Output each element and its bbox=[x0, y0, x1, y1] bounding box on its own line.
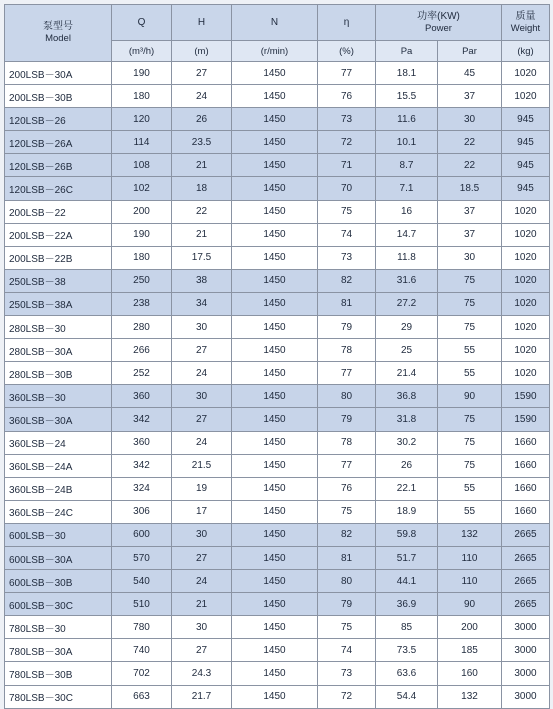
model-cell: 600LSB－30A bbox=[5, 546, 112, 569]
efficiency-cell: 75 bbox=[318, 500, 376, 523]
table-row bbox=[5, 246, 550, 269]
weight-cell: 1020 bbox=[502, 246, 550, 269]
head-cell: 24 bbox=[172, 85, 232, 108]
efficiency-cell: 79 bbox=[318, 593, 376, 616]
shaft-power-cell: 22.1 bbox=[376, 477, 438, 500]
weight-cell: 945 bbox=[502, 177, 550, 200]
rated-power-cell: 110 bbox=[438, 546, 502, 569]
weight-cell: 1660 bbox=[502, 500, 550, 523]
power-header-zh: 功率(KW) bbox=[417, 10, 460, 22]
weight-cell: 2665 bbox=[502, 523, 550, 546]
speed-cell: 1450 bbox=[232, 154, 318, 177]
flow-cell: 180 bbox=[112, 246, 172, 269]
shaft-power-cell: 8.7 bbox=[376, 154, 438, 177]
table-row bbox=[5, 269, 550, 292]
head-column-header: H bbox=[172, 5, 232, 41]
model-cell: 200LSB－22A bbox=[5, 223, 112, 246]
table-row bbox=[5, 685, 550, 708]
head-cell: 19 bbox=[172, 477, 232, 500]
efficiency-cell: 72 bbox=[318, 131, 376, 154]
weight-column-header bbox=[502, 5, 550, 41]
rated-power-cell: 22 bbox=[438, 131, 502, 154]
model-cell: 360LSB－24 bbox=[5, 431, 112, 454]
efficiency-cell: 73 bbox=[318, 246, 376, 269]
model-column-header bbox=[5, 5, 112, 62]
flow-cell: 702 bbox=[112, 662, 172, 685]
head-cell: 24 bbox=[172, 362, 232, 385]
model-cell: 780LSB－30B bbox=[5, 662, 112, 685]
model-cell: 250LSB－38A bbox=[5, 292, 112, 315]
shaft-power-cell: 29 bbox=[376, 316, 438, 339]
head-cell: 24 bbox=[172, 570, 232, 593]
head-unit: (m) bbox=[172, 41, 232, 62]
head-cell: 23.5 bbox=[172, 131, 232, 154]
rated-power-cell: 37 bbox=[438, 223, 502, 246]
weight-header-zh: 质量 bbox=[515, 10, 536, 22]
rated-power-cell: 45 bbox=[438, 62, 502, 85]
flow-cell: 306 bbox=[112, 500, 172, 523]
shaft-power-cell: 31.6 bbox=[376, 269, 438, 292]
rated-power-cell: 37 bbox=[438, 85, 502, 108]
speed-cell: 1450 bbox=[232, 292, 318, 315]
table-row bbox=[5, 223, 550, 246]
table-row bbox=[5, 292, 550, 315]
weight-cell: 3000 bbox=[502, 616, 550, 639]
efficiency-cell: 74 bbox=[318, 223, 376, 246]
model-cell: 360LSB－24B bbox=[5, 477, 112, 500]
speed-cell: 1450 bbox=[232, 662, 318, 685]
model-cell: 780LSB－30 bbox=[5, 616, 112, 639]
rated-power-cell: 75 bbox=[438, 269, 502, 292]
flow-cell: 342 bbox=[112, 454, 172, 477]
pump-spec-table bbox=[4, 4, 550, 709]
model-cell: 780LSB－30A bbox=[5, 639, 112, 662]
rated-power-cell: 55 bbox=[438, 362, 502, 385]
flow-cell: 780 bbox=[112, 616, 172, 639]
model-cell: 600LSB－30C bbox=[5, 593, 112, 616]
rated-power-cell: 55 bbox=[438, 339, 502, 362]
head-cell: 17.5 bbox=[172, 246, 232, 269]
weight-cell: 1590 bbox=[502, 408, 550, 431]
table-row bbox=[5, 523, 550, 546]
weight-cell: 945 bbox=[502, 154, 550, 177]
rated-power-cell: 30 bbox=[438, 108, 502, 131]
rated-power-cell: 75 bbox=[438, 316, 502, 339]
efficiency-cell: 73 bbox=[318, 108, 376, 131]
flow-cell: 190 bbox=[112, 62, 172, 85]
weight-unit: (kg) bbox=[502, 41, 550, 62]
model-cell: 360LSB－24C bbox=[5, 500, 112, 523]
speed-cell: 1450 bbox=[232, 570, 318, 593]
shaft-power-cell: 30.2 bbox=[376, 431, 438, 454]
model-cell: 200LSB－22 bbox=[5, 200, 112, 223]
table-row bbox=[5, 316, 550, 339]
head-cell: 30 bbox=[172, 616, 232, 639]
model-cell: 600LSB－30B bbox=[5, 570, 112, 593]
table-row bbox=[5, 662, 550, 685]
weight-cell: 1020 bbox=[502, 362, 550, 385]
head-cell: 30 bbox=[172, 385, 232, 408]
table-row bbox=[5, 593, 550, 616]
head-cell: 38 bbox=[172, 269, 232, 292]
flow-cell: 190 bbox=[112, 223, 172, 246]
weight-cell: 1020 bbox=[502, 316, 550, 339]
speed-cell: 1450 bbox=[232, 316, 318, 339]
shaft-power-cell: 51.7 bbox=[376, 546, 438, 569]
head-cell: 21.7 bbox=[172, 685, 232, 708]
flow-column-header: Q bbox=[112, 5, 172, 41]
rated-power-header: Par bbox=[438, 41, 502, 62]
shaft-power-cell: 18.9 bbox=[376, 500, 438, 523]
efficiency-cell: 73 bbox=[318, 662, 376, 685]
speed-cell: 1450 bbox=[232, 385, 318, 408]
weight-cell: 1020 bbox=[502, 269, 550, 292]
flow-cell: 324 bbox=[112, 477, 172, 500]
weight-cell: 945 bbox=[502, 131, 550, 154]
weight-cell: 1020 bbox=[502, 223, 550, 246]
rated-power-cell: 200 bbox=[438, 616, 502, 639]
weight-cell: 1020 bbox=[502, 62, 550, 85]
model-cell: 200LSB－22B bbox=[5, 246, 112, 269]
rated-power-cell: 55 bbox=[438, 477, 502, 500]
model-cell: 600LSB－30 bbox=[5, 523, 112, 546]
weight-cell: 3000 bbox=[502, 639, 550, 662]
model-cell: 360LSB－30 bbox=[5, 385, 112, 408]
efficiency-cell: 75 bbox=[318, 200, 376, 223]
efficiency-cell: 72 bbox=[318, 685, 376, 708]
shaft-power-cell: 26 bbox=[376, 454, 438, 477]
table-row bbox=[5, 62, 550, 85]
efficiency-cell: 74 bbox=[318, 639, 376, 662]
rated-power-cell: 90 bbox=[438, 385, 502, 408]
flow-cell: 200 bbox=[112, 200, 172, 223]
head-cell: 27 bbox=[172, 546, 232, 569]
power-column-header bbox=[376, 5, 502, 41]
flow-cell: 102 bbox=[112, 177, 172, 200]
flow-cell: 266 bbox=[112, 339, 172, 362]
model-cell: 120LSB－26C bbox=[5, 177, 112, 200]
table-row bbox=[5, 131, 550, 154]
weight-cell: 1660 bbox=[502, 477, 550, 500]
flow-cell: 180 bbox=[112, 85, 172, 108]
efficiency-cell: 82 bbox=[318, 523, 376, 546]
weight-cell: 3000 bbox=[502, 662, 550, 685]
flow-cell: 250 bbox=[112, 269, 172, 292]
speed-cell: 1450 bbox=[232, 131, 318, 154]
table-row bbox=[5, 339, 550, 362]
table-row bbox=[5, 616, 550, 639]
speed-cell: 1450 bbox=[232, 616, 318, 639]
head-cell: 34 bbox=[172, 292, 232, 315]
head-cell: 22 bbox=[172, 200, 232, 223]
speed-cell: 1450 bbox=[232, 246, 318, 269]
shaft-power-header: Pa bbox=[376, 41, 438, 62]
table-row bbox=[5, 500, 550, 523]
flow-cell: 360 bbox=[112, 431, 172, 454]
speed-cell: 1450 bbox=[232, 685, 318, 708]
head-cell: 27 bbox=[172, 408, 232, 431]
table-row bbox=[5, 385, 550, 408]
shaft-power-cell: 11.6 bbox=[376, 108, 438, 131]
rated-power-cell: 132 bbox=[438, 685, 502, 708]
model-cell: 200LSB－30A bbox=[5, 62, 112, 85]
weight-cell: 3000 bbox=[502, 685, 550, 708]
flow-cell: 114 bbox=[112, 131, 172, 154]
speed-cell: 1450 bbox=[232, 85, 318, 108]
table-row bbox=[5, 85, 550, 108]
rated-power-cell: 22 bbox=[438, 154, 502, 177]
shaft-power-cell: 85 bbox=[376, 616, 438, 639]
model-cell: 360LSB－30A bbox=[5, 408, 112, 431]
head-cell: 27 bbox=[172, 639, 232, 662]
flow-cell: 108 bbox=[112, 154, 172, 177]
rated-power-cell: 110 bbox=[438, 570, 502, 593]
efficiency-cell: 80 bbox=[318, 385, 376, 408]
weight-cell: 2665 bbox=[502, 593, 550, 616]
head-cell: 27 bbox=[172, 339, 232, 362]
table-row bbox=[5, 362, 550, 385]
speed-cell: 1450 bbox=[232, 269, 318, 292]
spec-sheet bbox=[4, 4, 549, 705]
weight-cell: 1660 bbox=[502, 454, 550, 477]
efficiency-column-header: η bbox=[318, 5, 376, 41]
speed-unit: (r/min) bbox=[232, 41, 318, 62]
table-row bbox=[5, 108, 550, 131]
flow-cell: 570 bbox=[112, 546, 172, 569]
power-header-en: Power bbox=[425, 22, 452, 34]
speed-cell: 1450 bbox=[232, 477, 318, 500]
model-cell: 280LSB－30 bbox=[5, 316, 112, 339]
table-row bbox=[5, 639, 550, 662]
speed-cell: 1450 bbox=[232, 62, 318, 85]
shaft-power-cell: 31.8 bbox=[376, 408, 438, 431]
model-cell: 200LSB－30B bbox=[5, 85, 112, 108]
weight-cell: 2665 bbox=[502, 546, 550, 569]
head-cell: 17 bbox=[172, 500, 232, 523]
shaft-power-cell: 21.4 bbox=[376, 362, 438, 385]
model-cell: 360LSB－24A bbox=[5, 454, 112, 477]
efficiency-cell: 76 bbox=[318, 477, 376, 500]
efficiency-cell: 81 bbox=[318, 546, 376, 569]
efficiency-cell: 77 bbox=[318, 362, 376, 385]
rated-power-cell: 185 bbox=[438, 639, 502, 662]
weight-cell: 1020 bbox=[502, 200, 550, 223]
speed-cell: 1450 bbox=[232, 362, 318, 385]
shaft-power-cell: 15.5 bbox=[376, 85, 438, 108]
speed-cell: 1450 bbox=[232, 639, 318, 662]
flow-cell: 510 bbox=[112, 593, 172, 616]
head-cell: 24.3 bbox=[172, 662, 232, 685]
shaft-power-cell: 25 bbox=[376, 339, 438, 362]
head-cell: 24 bbox=[172, 431, 232, 454]
efficiency-cell: 81 bbox=[318, 292, 376, 315]
flow-cell: 663 bbox=[112, 685, 172, 708]
flow-cell: 342 bbox=[112, 408, 172, 431]
shaft-power-cell: 54.4 bbox=[376, 685, 438, 708]
table-body bbox=[5, 62, 550, 709]
shaft-power-cell: 14.7 bbox=[376, 223, 438, 246]
efficiency-cell: 78 bbox=[318, 339, 376, 362]
speed-cell: 1450 bbox=[232, 431, 318, 454]
head-cell: 18 bbox=[172, 177, 232, 200]
rated-power-cell: 55 bbox=[438, 500, 502, 523]
speed-cell: 1450 bbox=[232, 408, 318, 431]
speed-cell: 1450 bbox=[232, 200, 318, 223]
model-cell: 280LSB－30B bbox=[5, 362, 112, 385]
speed-cell: 1450 bbox=[232, 500, 318, 523]
efficiency-cell: 78 bbox=[318, 431, 376, 454]
weight-cell: 1590 bbox=[502, 385, 550, 408]
flow-unit: (m³/h) bbox=[112, 41, 172, 62]
rated-power-cell: 75 bbox=[438, 454, 502, 477]
head-cell: 21 bbox=[172, 223, 232, 246]
speed-cell: 1450 bbox=[232, 523, 318, 546]
table-row bbox=[5, 477, 550, 500]
model-cell: 280LSB－30A bbox=[5, 339, 112, 362]
flow-cell: 600 bbox=[112, 523, 172, 546]
model-cell: 120LSB－26 bbox=[5, 108, 112, 131]
rated-power-cell: 160 bbox=[438, 662, 502, 685]
shaft-power-cell: 27.2 bbox=[376, 292, 438, 315]
rated-power-cell: 75 bbox=[438, 431, 502, 454]
efficiency-cell: 75 bbox=[318, 616, 376, 639]
shaft-power-cell: 36.8 bbox=[376, 385, 438, 408]
head-cell: 26 bbox=[172, 108, 232, 131]
speed-cell: 1450 bbox=[232, 108, 318, 131]
rated-power-cell: 132 bbox=[438, 523, 502, 546]
efficiency-cell: 79 bbox=[318, 316, 376, 339]
weight-header-en: Weight bbox=[510, 22, 541, 34]
rated-power-cell: 37 bbox=[438, 200, 502, 223]
efficiency-cell: 77 bbox=[318, 454, 376, 477]
weight-cell: 1020 bbox=[502, 292, 550, 315]
shaft-power-cell: 44.1 bbox=[376, 570, 438, 593]
model-header-en: Model bbox=[45, 33, 71, 44]
table-row bbox=[5, 570, 550, 593]
speed-cell: 1450 bbox=[232, 223, 318, 246]
head-cell: 27 bbox=[172, 62, 232, 85]
table-row bbox=[5, 408, 550, 431]
rated-power-cell: 18.5 bbox=[438, 177, 502, 200]
table-header bbox=[5, 5, 550, 62]
model-cell: 780LSB－30C bbox=[5, 685, 112, 708]
shaft-power-cell: 63.6 bbox=[376, 662, 438, 685]
table-row bbox=[5, 154, 550, 177]
efficiency-unit: (%) bbox=[318, 41, 376, 62]
table-row bbox=[5, 200, 550, 223]
rated-power-cell: 90 bbox=[438, 593, 502, 616]
speed-cell: 1450 bbox=[232, 339, 318, 362]
weight-cell: 1020 bbox=[502, 85, 550, 108]
head-cell: 30 bbox=[172, 316, 232, 339]
efficiency-cell: 79 bbox=[318, 408, 376, 431]
flow-cell: 360 bbox=[112, 385, 172, 408]
rated-power-cell: 75 bbox=[438, 292, 502, 315]
efficiency-cell: 82 bbox=[318, 269, 376, 292]
speed-cell: 1450 bbox=[232, 546, 318, 569]
flow-cell: 120 bbox=[112, 108, 172, 131]
efficiency-cell: 70 bbox=[318, 177, 376, 200]
efficiency-cell: 76 bbox=[318, 85, 376, 108]
shaft-power-cell: 16 bbox=[376, 200, 438, 223]
efficiency-cell: 71 bbox=[318, 154, 376, 177]
shaft-power-cell: 10.1 bbox=[376, 131, 438, 154]
model-cell: 120LSB－26A bbox=[5, 131, 112, 154]
flow-cell: 540 bbox=[112, 570, 172, 593]
speed-cell: 1450 bbox=[232, 454, 318, 477]
shaft-power-cell: 73.5 bbox=[376, 639, 438, 662]
flow-cell: 280 bbox=[112, 316, 172, 339]
model-header-zh: 泵型号 bbox=[43, 21, 73, 32]
speed-column-header: N bbox=[232, 5, 318, 41]
efficiency-cell: 80 bbox=[318, 570, 376, 593]
weight-cell: 945 bbox=[502, 108, 550, 131]
model-cell: 250LSB－38 bbox=[5, 269, 112, 292]
flow-cell: 238 bbox=[112, 292, 172, 315]
speed-cell: 1450 bbox=[232, 177, 318, 200]
flow-cell: 252 bbox=[112, 362, 172, 385]
head-cell: 21.5 bbox=[172, 454, 232, 477]
flow-cell: 740 bbox=[112, 639, 172, 662]
head-cell: 30 bbox=[172, 523, 232, 546]
efficiency-cell: 77 bbox=[318, 62, 376, 85]
weight-cell: 2665 bbox=[502, 570, 550, 593]
shaft-power-cell: 18.1 bbox=[376, 62, 438, 85]
shaft-power-cell: 59.8 bbox=[376, 523, 438, 546]
table-row bbox=[5, 177, 550, 200]
shaft-power-cell: 7.1 bbox=[376, 177, 438, 200]
head-cell: 21 bbox=[172, 154, 232, 177]
table-row bbox=[5, 431, 550, 454]
table-row bbox=[5, 546, 550, 569]
head-cell: 21 bbox=[172, 593, 232, 616]
rated-power-cell: 75 bbox=[438, 408, 502, 431]
rated-power-cell: 30 bbox=[438, 246, 502, 269]
weight-cell: 1660 bbox=[502, 431, 550, 454]
table-row bbox=[5, 454, 550, 477]
shaft-power-cell: 36.9 bbox=[376, 593, 438, 616]
speed-cell: 1450 bbox=[232, 593, 318, 616]
weight-cell: 1020 bbox=[502, 339, 550, 362]
model-cell: 120LSB－26B bbox=[5, 154, 112, 177]
shaft-power-cell: 11.8 bbox=[376, 246, 438, 269]
